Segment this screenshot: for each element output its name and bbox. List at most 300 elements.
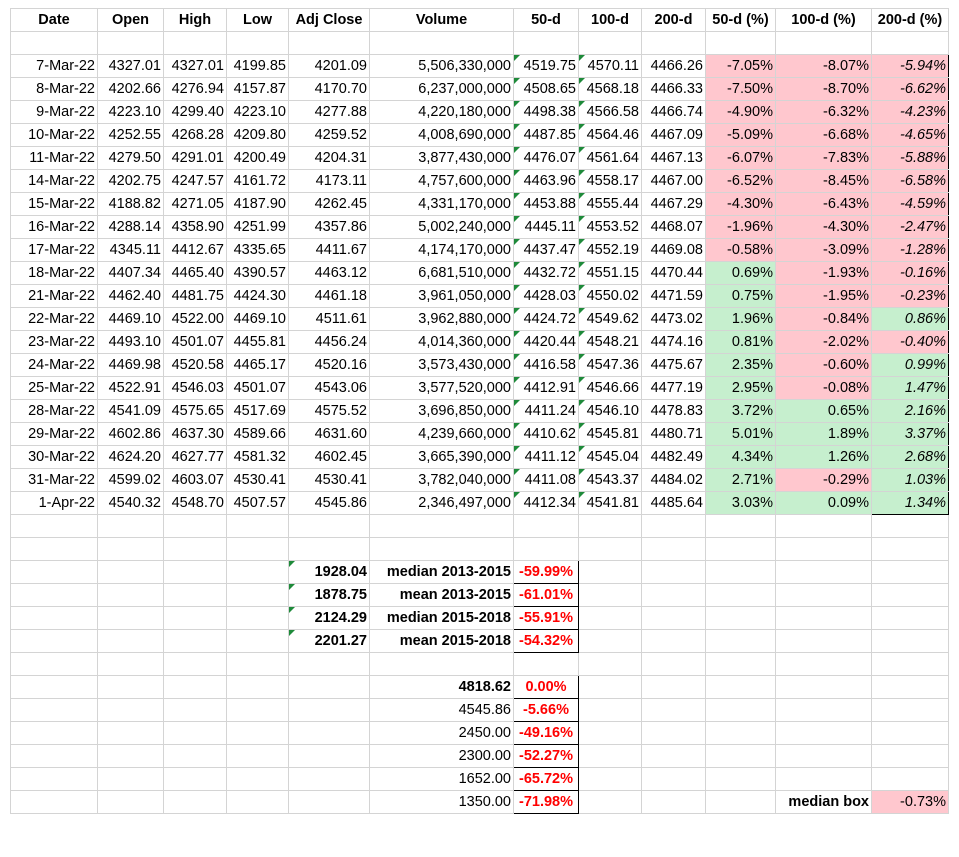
low-cell[interactable]: 4465.17 — [227, 354, 289, 377]
ma100-cell[interactable]: 4555.44 — [579, 193, 642, 216]
ma200-cell[interactable]: 4466.33 — [642, 78, 706, 101]
empty-cell[interactable] — [164, 676, 227, 699]
high-cell[interactable]: 4546.03 — [164, 377, 227, 400]
empty-cell[interactable] — [872, 607, 949, 630]
ma100-cell[interactable]: 4543.37 — [579, 469, 642, 492]
ma200-cell[interactable]: 4466.26 — [642, 55, 706, 78]
empty-cell[interactable] — [872, 515, 949, 538]
empty-cell[interactable] — [98, 515, 164, 538]
pct200-cell[interactable]: 3.37% — [872, 423, 949, 446]
empty-cell[interactable] — [706, 607, 776, 630]
volume-cell[interactable]: 3,665,390,000 — [370, 446, 514, 469]
volume-cell[interactable]: 3,573,430,000 — [370, 354, 514, 377]
empty-cell[interactable] — [289, 538, 370, 561]
volume-cell[interactable]: 6,681,510,000 — [370, 262, 514, 285]
empty-cell[interactable] — [11, 607, 98, 630]
empty-cell[interactable] — [579, 699, 642, 722]
high-cell[interactable]: 4247.57 — [164, 170, 227, 193]
ma50-cell[interactable]: 4412.34 — [514, 492, 579, 515]
low-cell[interactable]: 4530.41 — [227, 469, 289, 492]
empty-cell[interactable] — [164, 515, 227, 538]
pct200-cell[interactable]: -0.40% — [872, 331, 949, 354]
level-pct[interactable]: -65.72% — [514, 768, 579, 791]
pct100-cell[interactable]: -4.30% — [776, 216, 872, 239]
pct100-cell[interactable]: -6.43% — [776, 193, 872, 216]
empty-cell[interactable] — [776, 561, 872, 584]
pct50-cell[interactable]: 0.75% — [706, 285, 776, 308]
empty-cell[interactable] — [872, 745, 949, 768]
open-cell[interactable]: 4288.14 — [98, 216, 164, 239]
ma50-cell[interactable]: 4487.85 — [514, 124, 579, 147]
ma100-cell[interactable]: 4551.15 — [579, 262, 642, 285]
ma200-cell[interactable]: 4467.00 — [642, 170, 706, 193]
adj-close-cell[interactable]: 4530.41 — [289, 469, 370, 492]
pct50-cell[interactable]: -4.30% — [706, 193, 776, 216]
ma50-cell[interactable]: 4432.72 — [514, 262, 579, 285]
empty-cell[interactable] — [370, 32, 514, 55]
empty-cell[interactable] — [98, 768, 164, 791]
column-header[interactable]: Volume — [370, 9, 514, 32]
ma100-cell[interactable]: 4566.58 — [579, 101, 642, 124]
empty-cell[interactable] — [227, 699, 289, 722]
empty-cell[interactable] — [579, 607, 642, 630]
date-cell[interactable]: 24-Mar-22 — [11, 354, 98, 377]
ma50-cell[interactable]: 4411.08 — [514, 469, 579, 492]
empty-cell[interactable] — [642, 561, 706, 584]
ma50-cell[interactable]: 4463.96 — [514, 170, 579, 193]
pct50-cell[interactable]: 2.35% — [706, 354, 776, 377]
level-value[interactable]: 4818.62 — [370, 676, 514, 699]
adj-close-cell[interactable]: 4170.70 — [289, 78, 370, 101]
level-pct[interactable]: -71.98% — [514, 791, 579, 814]
date-cell[interactable]: 23-Mar-22 — [11, 331, 98, 354]
empty-cell[interactable] — [872, 676, 949, 699]
open-cell[interactable]: 4624.20 — [98, 446, 164, 469]
volume-cell[interactable]: 4,239,660,000 — [370, 423, 514, 446]
empty-cell[interactable] — [706, 791, 776, 814]
empty-cell[interactable] — [289, 722, 370, 745]
empty-cell[interactable] — [776, 607, 872, 630]
empty-cell[interactable] — [227, 745, 289, 768]
adj-close-cell[interactable]: 4463.12 — [289, 262, 370, 285]
volume-cell[interactable]: 4,008,690,000 — [370, 124, 514, 147]
volume-cell[interactable]: 4,331,170,000 — [370, 193, 514, 216]
pct200-cell[interactable]: -4.23% — [872, 101, 949, 124]
pct100-cell[interactable]: -0.29% — [776, 469, 872, 492]
low-cell[interactable]: 4335.65 — [227, 239, 289, 262]
ma100-cell[interactable]: 4548.21 — [579, 331, 642, 354]
ma50-cell[interactable]: 4412.91 — [514, 377, 579, 400]
ma100-cell[interactable]: 4547.36 — [579, 354, 642, 377]
low-cell[interactable]: 4200.49 — [227, 147, 289, 170]
adj-close-cell[interactable]: 4511.61 — [289, 308, 370, 331]
level-value[interactable]: 1652.00 — [370, 768, 514, 791]
ma200-cell[interactable]: 4477.19 — [642, 377, 706, 400]
empty-cell[interactable] — [11, 768, 98, 791]
adj-close-cell[interactable]: 4631.60 — [289, 423, 370, 446]
high-cell[interactable]: 4520.58 — [164, 354, 227, 377]
empty-cell[interactable] — [706, 561, 776, 584]
date-cell[interactable]: 25-Mar-22 — [11, 377, 98, 400]
column-header[interactable]: 50-d — [514, 9, 579, 32]
column-header[interactable]: High — [164, 9, 227, 32]
pct100-cell[interactable]: -1.95% — [776, 285, 872, 308]
ma50-cell[interactable]: 4411.12 — [514, 446, 579, 469]
high-cell[interactable]: 4276.94 — [164, 78, 227, 101]
high-cell[interactable]: 4299.40 — [164, 101, 227, 124]
pct100-cell[interactable]: -8.70% — [776, 78, 872, 101]
ma100-cell[interactable]: 4546.10 — [579, 400, 642, 423]
pct100-cell[interactable]: -7.83% — [776, 147, 872, 170]
stat-pct[interactable]: -55.91% — [514, 607, 579, 630]
pct200-cell[interactable]: 2.68% — [872, 446, 949, 469]
volume-cell[interactable]: 3,577,520,000 — [370, 377, 514, 400]
column-header[interactable]: Adj Close — [289, 9, 370, 32]
volume-cell[interactable]: 3,782,040,000 — [370, 469, 514, 492]
empty-cell[interactable] — [98, 653, 164, 676]
ma100-cell[interactable]: 4550.02 — [579, 285, 642, 308]
ma200-cell[interactable]: 4482.49 — [642, 446, 706, 469]
empty-cell[interactable] — [642, 630, 706, 653]
pct50-cell[interactable]: 0.81% — [706, 331, 776, 354]
volume-cell[interactable]: 2,346,497,000 — [370, 492, 514, 515]
volume-cell[interactable]: 5,506,330,000 — [370, 55, 514, 78]
pct100-cell[interactable]: 0.09% — [776, 492, 872, 515]
low-cell[interactable]: 4581.32 — [227, 446, 289, 469]
open-cell[interactable]: 4493.10 — [98, 331, 164, 354]
adj-close-cell[interactable]: 4277.88 — [289, 101, 370, 124]
empty-cell[interactable] — [776, 32, 872, 55]
empty-cell[interactable] — [227, 515, 289, 538]
stat-label[interactable]: median 2013-2015 — [370, 561, 514, 584]
low-cell[interactable]: 4187.90 — [227, 193, 289, 216]
empty-cell[interactable] — [706, 515, 776, 538]
ma50-cell[interactable]: 4445.11 — [514, 216, 579, 239]
empty-cell[interactable] — [514, 653, 579, 676]
pct50-cell[interactable]: -7.05% — [706, 55, 776, 78]
empty-cell[interactable] — [579, 676, 642, 699]
empty-cell[interactable] — [164, 584, 227, 607]
empty-cell[interactable] — [164, 722, 227, 745]
empty-cell[interactable] — [642, 676, 706, 699]
pct100-cell[interactable]: -6.32% — [776, 101, 872, 124]
empty-cell[interactable] — [11, 584, 98, 607]
empty-cell[interactable] — [98, 32, 164, 55]
empty-cell[interactable] — [227, 32, 289, 55]
low-cell[interactable]: 4223.10 — [227, 101, 289, 124]
low-cell[interactable]: 4161.72 — [227, 170, 289, 193]
open-cell[interactable]: 4469.10 — [98, 308, 164, 331]
high-cell[interactable]: 4603.07 — [164, 469, 227, 492]
pct50-cell[interactable]: -4.90% — [706, 101, 776, 124]
pct200-cell[interactable]: -6.62% — [872, 78, 949, 101]
ma100-cell[interactable]: 4545.04 — [579, 446, 642, 469]
empty-cell[interactable] — [776, 515, 872, 538]
date-cell[interactable]: 1-Apr-22 — [11, 492, 98, 515]
ma200-cell[interactable]: 4469.08 — [642, 239, 706, 262]
empty-cell[interactable] — [11, 32, 98, 55]
volume-cell[interactable]: 4,014,360,000 — [370, 331, 514, 354]
column-header[interactable]: Low — [227, 9, 289, 32]
open-cell[interactable]: 4327.01 — [98, 55, 164, 78]
pct100-cell[interactable]: -8.45% — [776, 170, 872, 193]
empty-cell[interactable] — [98, 584, 164, 607]
level-value[interactable]: 4545.86 — [370, 699, 514, 722]
empty-cell[interactable] — [579, 653, 642, 676]
empty-cell[interactable] — [706, 653, 776, 676]
adj-close-cell[interactable]: 4602.45 — [289, 446, 370, 469]
level-pct[interactable]: 0.00% — [514, 676, 579, 699]
empty-cell[interactable] — [706, 584, 776, 607]
empty-cell[interactable] — [11, 745, 98, 768]
ma50-cell[interactable]: 4428.03 — [514, 285, 579, 308]
empty-cell[interactable] — [11, 538, 98, 561]
date-cell[interactable]: 29-Mar-22 — [11, 423, 98, 446]
pct100-cell[interactable]: -2.02% — [776, 331, 872, 354]
pct50-cell[interactable]: 4.34% — [706, 446, 776, 469]
low-cell[interactable]: 4157.87 — [227, 78, 289, 101]
empty-cell[interactable] — [706, 768, 776, 791]
ma100-cell[interactable]: 4549.62 — [579, 308, 642, 331]
level-pct[interactable]: -49.16% — [514, 722, 579, 745]
open-cell[interactable]: 4541.09 — [98, 400, 164, 423]
adj-close-cell[interactable]: 4575.52 — [289, 400, 370, 423]
empty-cell[interactable] — [164, 32, 227, 55]
empty-cell[interactable] — [289, 699, 370, 722]
empty-cell[interactable] — [11, 676, 98, 699]
ma100-cell[interactable]: 4558.17 — [579, 170, 642, 193]
low-cell[interactable]: 4517.69 — [227, 400, 289, 423]
open-cell[interactable]: 4188.82 — [98, 193, 164, 216]
low-cell[interactable]: 4251.99 — [227, 216, 289, 239]
volume-cell[interactable]: 3,696,850,000 — [370, 400, 514, 423]
level-value[interactable]: 2450.00 — [370, 722, 514, 745]
empty-cell[interactable] — [579, 584, 642, 607]
open-cell[interactable]: 4223.10 — [98, 101, 164, 124]
empty-cell[interactable] — [579, 561, 642, 584]
empty-cell[interactable] — [872, 561, 949, 584]
adj-close-cell[interactable]: 4461.18 — [289, 285, 370, 308]
high-cell[interactable]: 4548.70 — [164, 492, 227, 515]
pct200-cell[interactable]: -5.88% — [872, 147, 949, 170]
pct50-cell[interactable]: 1.96% — [706, 308, 776, 331]
high-cell[interactable]: 4637.30 — [164, 423, 227, 446]
empty-cell[interactable] — [706, 630, 776, 653]
low-cell[interactable]: 4455.81 — [227, 331, 289, 354]
empty-cell[interactable] — [642, 699, 706, 722]
stat-label[interactable]: median 2015-2018 — [370, 607, 514, 630]
empty-cell[interactable] — [227, 722, 289, 745]
open-cell[interactable]: 4279.50 — [98, 147, 164, 170]
adj-close-cell[interactable]: 4456.24 — [289, 331, 370, 354]
empty-cell[interactable] — [872, 32, 949, 55]
ma100-cell[interactable]: 4545.81 — [579, 423, 642, 446]
ma200-cell[interactable]: 4474.16 — [642, 331, 706, 354]
empty-cell[interactable] — [164, 538, 227, 561]
empty-cell[interactable] — [98, 722, 164, 745]
empty-cell[interactable] — [98, 791, 164, 814]
ma200-cell[interactable]: 4473.02 — [642, 308, 706, 331]
level-pct[interactable]: -5.66% — [514, 699, 579, 722]
empty-cell[interactable] — [872, 630, 949, 653]
empty-cell[interactable] — [642, 745, 706, 768]
pct50-cell[interactable]: 2.71% — [706, 469, 776, 492]
adj-close-cell[interactable]: 4259.52 — [289, 124, 370, 147]
ma50-cell[interactable]: 4437.47 — [514, 239, 579, 262]
ma200-cell[interactable]: 4470.44 — [642, 262, 706, 285]
empty-cell[interactable] — [514, 538, 579, 561]
empty-cell[interactable] — [776, 699, 872, 722]
empty-cell[interactable] — [872, 699, 949, 722]
volume-cell[interactable]: 4,757,600,000 — [370, 170, 514, 193]
ma100-cell[interactable]: 4541.81 — [579, 492, 642, 515]
low-cell[interactable]: 4199.85 — [227, 55, 289, 78]
pct200-cell[interactable]: 0.99% — [872, 354, 949, 377]
high-cell[interactable]: 4465.40 — [164, 262, 227, 285]
low-cell[interactable]: 4424.30 — [227, 285, 289, 308]
stat-value[interactable]: 1928.04 — [289, 561, 370, 584]
date-cell[interactable]: 30-Mar-22 — [11, 446, 98, 469]
empty-cell[interactable] — [227, 676, 289, 699]
pct200-cell[interactable]: 1.34% — [872, 492, 949, 515]
pct100-cell[interactable]: 1.26% — [776, 446, 872, 469]
low-cell[interactable]: 4501.07 — [227, 377, 289, 400]
empty-cell[interactable] — [227, 607, 289, 630]
open-cell[interactable]: 4469.98 — [98, 354, 164, 377]
open-cell[interactable]: 4599.02 — [98, 469, 164, 492]
empty-cell[interactable] — [164, 561, 227, 584]
empty-cell[interactable] — [642, 791, 706, 814]
date-cell[interactable]: 18-Mar-22 — [11, 262, 98, 285]
open-cell[interactable]: 4202.66 — [98, 78, 164, 101]
high-cell[interactable]: 4501.07 — [164, 331, 227, 354]
empty-cell[interactable] — [11, 630, 98, 653]
volume-cell[interactable]: 5,002,240,000 — [370, 216, 514, 239]
high-cell[interactable]: 4627.77 — [164, 446, 227, 469]
empty-cell[interactable] — [642, 584, 706, 607]
adj-close-cell[interactable]: 4204.31 — [289, 147, 370, 170]
volume-cell[interactable]: 3,962,880,000 — [370, 308, 514, 331]
pct100-cell[interactable]: -1.93% — [776, 262, 872, 285]
open-cell[interactable]: 4345.11 — [98, 239, 164, 262]
open-cell[interactable]: 4407.34 — [98, 262, 164, 285]
pct50-cell[interactable]: -6.52% — [706, 170, 776, 193]
empty-cell[interactable] — [706, 538, 776, 561]
empty-cell[interactable] — [11, 722, 98, 745]
high-cell[interactable]: 4291.01 — [164, 147, 227, 170]
volume-cell[interactable]: 3,961,050,000 — [370, 285, 514, 308]
empty-cell[interactable] — [227, 653, 289, 676]
pct200-cell[interactable]: 0.86% — [872, 308, 949, 331]
ma50-cell[interactable]: 4476.07 — [514, 147, 579, 170]
empty-cell[interactable] — [579, 538, 642, 561]
open-cell[interactable]: 4202.75 — [98, 170, 164, 193]
ma200-cell[interactable]: 4475.67 — [642, 354, 706, 377]
empty-cell[interactable] — [706, 699, 776, 722]
stat-label[interactable]: mean 2013-2015 — [370, 584, 514, 607]
pct100-cell[interactable]: -3.09% — [776, 239, 872, 262]
open-cell[interactable]: 4462.40 — [98, 285, 164, 308]
ma100-cell[interactable]: 4564.46 — [579, 124, 642, 147]
empty-cell[interactable] — [289, 515, 370, 538]
level-pct[interactable]: -52.27% — [514, 745, 579, 768]
empty-cell[interactable] — [289, 653, 370, 676]
ma100-cell[interactable]: 4570.11 — [579, 55, 642, 78]
empty-cell[interactable] — [514, 515, 579, 538]
ma200-cell[interactable]: 4467.29 — [642, 193, 706, 216]
empty-cell[interactable] — [11, 561, 98, 584]
empty-cell[interactable] — [289, 32, 370, 55]
pct200-cell[interactable]: -4.65% — [872, 124, 949, 147]
empty-cell[interactable] — [776, 676, 872, 699]
pct50-cell[interactable]: 2.95% — [706, 377, 776, 400]
ma200-cell[interactable]: 4468.07 — [642, 216, 706, 239]
ma50-cell[interactable]: 4508.65 — [514, 78, 579, 101]
date-cell[interactable]: 21-Mar-22 — [11, 285, 98, 308]
pct50-cell[interactable]: 3.72% — [706, 400, 776, 423]
ma200-cell[interactable]: 4478.83 — [642, 400, 706, 423]
pct200-cell[interactable]: -2.47% — [872, 216, 949, 239]
high-cell[interactable]: 4268.28 — [164, 124, 227, 147]
empty-cell[interactable] — [706, 745, 776, 768]
ma50-cell[interactable]: 4424.72 — [514, 308, 579, 331]
pct100-cell[interactable]: -8.07% — [776, 55, 872, 78]
empty-cell[interactable] — [706, 722, 776, 745]
ma50-cell[interactable]: 4453.88 — [514, 193, 579, 216]
empty-cell[interactable] — [579, 515, 642, 538]
empty-cell[interactable] — [164, 699, 227, 722]
pct50-cell[interactable]: -0.58% — [706, 239, 776, 262]
empty-cell[interactable] — [11, 791, 98, 814]
ma50-cell[interactable]: 4519.75 — [514, 55, 579, 78]
date-cell[interactable]: 11-Mar-22 — [11, 147, 98, 170]
empty-cell[interactable] — [642, 515, 706, 538]
adj-close-cell[interactable]: 4262.45 — [289, 193, 370, 216]
stat-label[interactable]: mean 2015-2018 — [370, 630, 514, 653]
empty-cell[interactable] — [776, 630, 872, 653]
pct200-cell[interactable]: -1.28% — [872, 239, 949, 262]
stat-value[interactable]: 1878.75 — [289, 584, 370, 607]
ma50-cell[interactable]: 4410.62 — [514, 423, 579, 446]
date-cell[interactable]: 17-Mar-22 — [11, 239, 98, 262]
high-cell[interactable]: 4271.05 — [164, 193, 227, 216]
pct50-cell[interactable]: -5.09% — [706, 124, 776, 147]
column-header[interactable]: Open — [98, 9, 164, 32]
empty-cell[interactable] — [872, 538, 949, 561]
ma50-cell[interactable]: 4416.58 — [514, 354, 579, 377]
date-cell[interactable]: 14-Mar-22 — [11, 170, 98, 193]
volume-cell[interactable]: 4,174,170,000 — [370, 239, 514, 262]
adj-close-cell[interactable]: 4520.16 — [289, 354, 370, 377]
empty-cell[interactable] — [872, 653, 949, 676]
high-cell[interactable]: 4522.00 — [164, 308, 227, 331]
date-cell[interactable]: 22-Mar-22 — [11, 308, 98, 331]
empty-cell[interactable] — [642, 653, 706, 676]
empty-cell[interactable] — [164, 768, 227, 791]
pct50-cell[interactable]: 3.03% — [706, 492, 776, 515]
low-cell[interactable]: 4589.66 — [227, 423, 289, 446]
empty-cell[interactable] — [370, 515, 514, 538]
empty-cell[interactable] — [706, 676, 776, 699]
column-header[interactable]: 50-d (%) — [706, 9, 776, 32]
empty-cell[interactable] — [642, 607, 706, 630]
empty-cell[interactable] — [98, 630, 164, 653]
empty-cell[interactable] — [872, 768, 949, 791]
pct200-cell[interactable]: -5.94% — [872, 55, 949, 78]
level-value[interactable]: 2300.00 — [370, 745, 514, 768]
adj-close-cell[interactable]: 4173.11 — [289, 170, 370, 193]
pct200-cell[interactable]: -6.58% — [872, 170, 949, 193]
